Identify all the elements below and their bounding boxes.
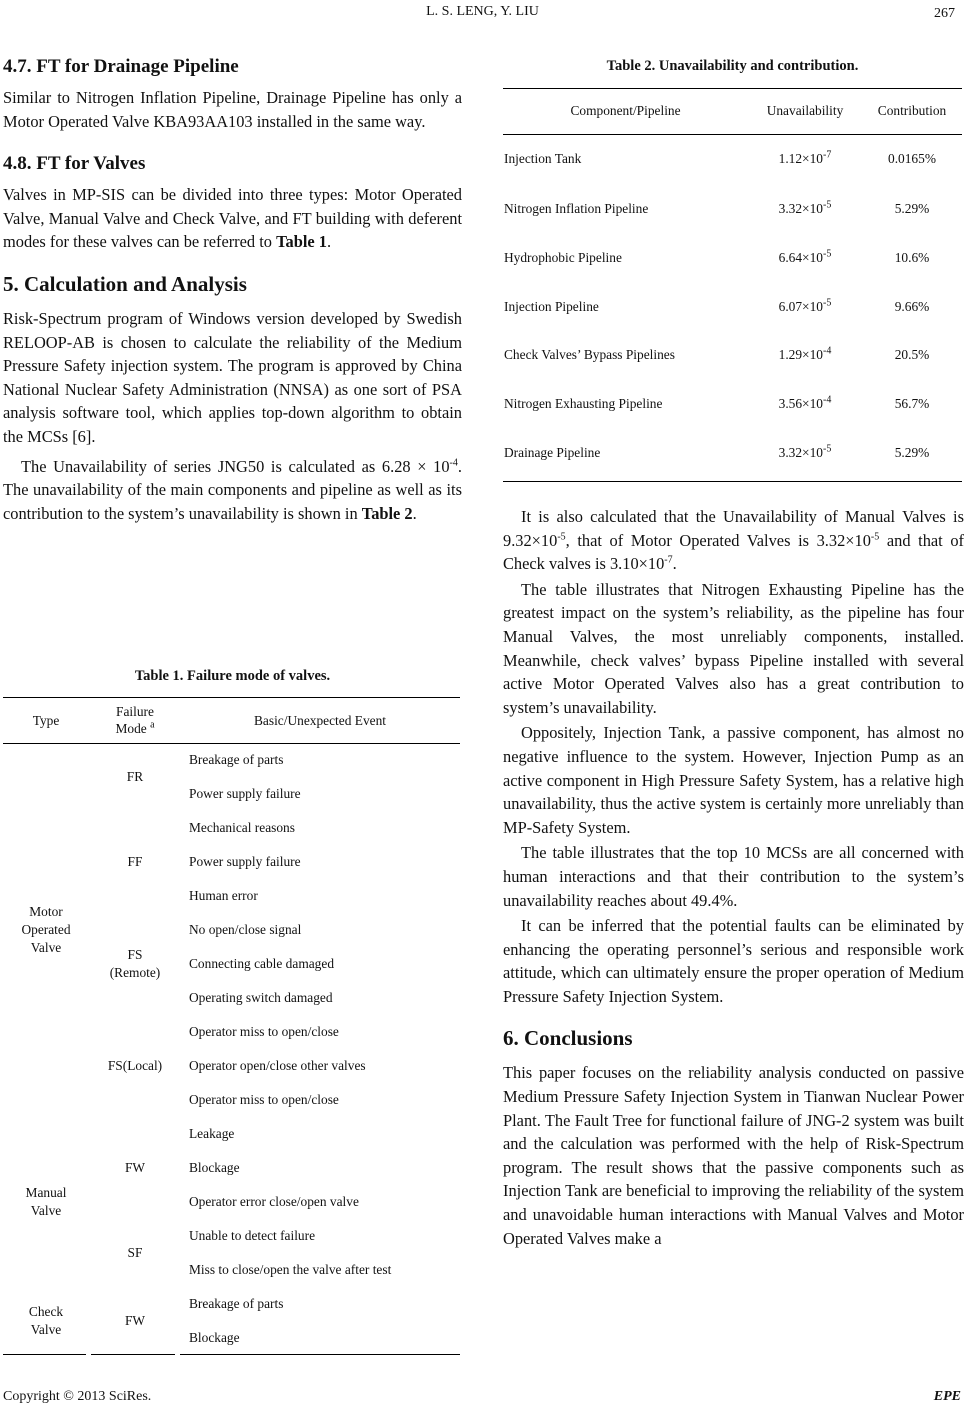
right-paragraph-2: The table illustrates that Nitrogen Exhausting Pipeline has the greatest impact on the system’s reliability, as the pipeline has four Manual Valves, the most unreliably components, installed. Meanwhile, check valves’ bypass Pipeline installed with several active Motor Operated Valves also has a great contribution to system’s unavailability. bbox=[503, 579, 964, 717]
table2-header: Unavailability bbox=[766, 103, 844, 118]
section-4-8-text: Valves in MP-SIS can be divided into three types: Motor Operated Valve, Manual Valve and Check Valve, and FT building with deferent modes for these valves can be referred to Table 1. bbox=[3, 185, 462, 252]
table1-type-cell: Motor Operated Valve bbox=[21, 904, 71, 955]
table2-row-unavailability: $3.32\times 10^{-5}$ bbox=[778, 199, 832, 216]
table2-header-rule bbox=[503, 134, 962, 135]
table2-row-name: Check Valves’ Bypass Pipelines bbox=[504, 347, 675, 362]
table1-event-cell: Operator miss to open/close bbox=[189, 1092, 339, 1107]
table1-event-cell: Operating switch damaged bbox=[189, 990, 333, 1005]
table2-row-unavailability: $3.32\times 10^{-5}$ bbox=[778, 443, 832, 460]
right-paragraph-4: The table illustrates that the top 10 MCSs are all concerned with human interactions and that their contribution to the system’s unavailability reaches about 49.4%. bbox=[503, 843, 964, 910]
table1-event-cell: No open/close signal bbox=[189, 922, 302, 937]
table1-event-cell: Connecting cable damaged bbox=[189, 956, 335, 971]
table1-mode-cell: FW bbox=[124, 1313, 146, 1328]
table2-row-contribution: 10.6% bbox=[894, 250, 930, 265]
table1-event-cell: Operator open/close other valves bbox=[189, 1058, 366, 1073]
right-paragraph-3: Oppositely, Injection Tank, a passive component, has almost no negative influence to the system. However, Injection Pump as an active component in High Pressure Safety System, has a relative high unavailability, thus the active system is certainly more unreliably than MP-Safety System. bbox=[503, 723, 964, 837]
table1-mode-cell: FR bbox=[126, 769, 144, 784]
table2-row-contribution: 5.29% bbox=[894, 201, 930, 216]
table2-bottom-rule bbox=[503, 481, 962, 482]
table1-event-cell: Blockage bbox=[189, 1160, 240, 1175]
table1-event-cell: Human error bbox=[189, 888, 258, 903]
table1-bottom-rule-1 bbox=[3, 1354, 86, 1355]
table2-row-contribution: 56.7% bbox=[894, 396, 930, 411]
table1-header-event: Basic/Unexpected Event bbox=[254, 713, 386, 728]
table1-ref: Table 1 bbox=[276, 232, 327, 252]
table2-row-unavailability: $1.12\times 10^{-7}$ bbox=[778, 149, 832, 166]
table1-event-cell: Unable to detect failure bbox=[189, 1228, 316, 1243]
table1-caption: Table 1. Failure mode of valves. bbox=[134, 668, 331, 684]
table1-header-type: Type bbox=[32, 713, 60, 728]
right-paragraph-5: It can be inferred that the potential faults can be eliminated by enhancing the operating personnel’s serious and responsible work attitude, which can ultimately ensure the proper operation of Medium Pressure Safety Injection System. bbox=[503, 916, 964, 1006]
table1-mode-cell: FW bbox=[124, 1160, 146, 1175]
table1-mode-cell: FS (Remote) bbox=[109, 947, 161, 980]
table1-type-cell: Check Valve bbox=[28, 1304, 64, 1337]
table2-row-name: Hydrophobic Pipeline bbox=[504, 250, 622, 265]
right-column bbox=[503, 505, 964, 1250]
table1-mode-cell: FS(Local) bbox=[107, 1058, 163, 1073]
section-4-7-text: Similar to Nitrogen Inflation Pipeline, Drainage Pipeline has only a Motor Operated Valve KBA93AA103 installed in the same way. bbox=[3, 88, 462, 131]
table2-header: Component/Pipeline bbox=[570, 103, 681, 118]
table1-event-cell: Breakage of parts bbox=[189, 752, 284, 767]
table2-row-contribution: 9.66% bbox=[894, 299, 930, 314]
right-paragraph-1: It is also calculated that the Unavailability of Manual Valves is $9.32\times 10^{-5}$, that of Motor Operated Valves is $3.32\times 10^{-5}$ and that of Check valves is $3.10\times 10^{-7}$. bbox=[503, 507, 964, 574]
table2-row-name: Injection Pipeline bbox=[504, 299, 599, 314]
table1-event-cell: Power supply failure bbox=[189, 854, 301, 869]
table2-header: Contribution bbox=[877, 103, 947, 118]
table2-row-name: Injection Tank bbox=[504, 151, 582, 166]
section-6-heading: 6. Conclusions bbox=[503, 1026, 633, 1051]
table2-row-unavailability: $6.64\times 10^{-5}$ bbox=[778, 248, 832, 265]
table2-caption: Table 2. Unavailability and contribution. bbox=[606, 58, 859, 74]
section-5-paragraph-2: The Unavailability of series JNG50 is calculated as $6.28 \times 10^{-4}$. The unavailability of the main components and pipeline as well as its contribution to the system’s unavailability is shown in Table 2. bbox=[3, 456, 462, 523]
table2-top-rule bbox=[503, 88, 962, 89]
table1-event-cell: Operator error close/open valve bbox=[189, 1194, 359, 1209]
table1-mode-cell: FF bbox=[127, 854, 143, 869]
table2-row-name: Nitrogen Inflation Pipeline bbox=[504, 201, 649, 216]
table1-top-rule bbox=[3, 697, 460, 698]
table2-row-unavailability: $3.56\times 10^{-4}$ bbox=[778, 394, 832, 411]
table2-row-unavailability: $1.29\times 10^{-4}$ bbox=[778, 345, 832, 362]
table1-header-mode: Failure Mode $^a$ bbox=[115, 704, 155, 736]
table2-row-contribution: 0.0165% bbox=[888, 151, 936, 166]
section-4-7-heading: 4.7. FT for Drainage Pipeline bbox=[3, 56, 239, 77]
table1-event-cell: Miss to close/open the valve after test bbox=[189, 1262, 392, 1277]
table2-row-contribution: 5.29% bbox=[894, 445, 930, 460]
page-number: 267 bbox=[934, 6, 955, 21]
table1-event-cell: Leakage bbox=[189, 1126, 235, 1141]
table1-mode-cell: SF bbox=[127, 1245, 143, 1260]
table2-row-unavailability: $6.07\times 10^{-5}$ bbox=[778, 297, 832, 314]
table1-event-cell: Blockage bbox=[189, 1330, 240, 1345]
table2-row-name: Nitrogen Exhausting Pipeline bbox=[504, 396, 663, 411]
table1-event-cell: Mechanical reasons bbox=[189, 820, 295, 835]
left-column bbox=[3, 56, 462, 525]
footer-journal: EPE bbox=[933, 1389, 961, 1404]
table1-header-rule bbox=[3, 743, 460, 744]
running-header: L. S. LENG, Y. LIU bbox=[426, 4, 539, 19]
table2-row-name: Drainage Pipeline bbox=[504, 445, 601, 460]
table1-event-cell: Breakage of parts bbox=[189, 1296, 284, 1311]
table1-bottom-rule-2 bbox=[91, 1354, 175, 1355]
section-5-paragraph-1: Risk-Spectrum program of Windows version developed by Swedish RELOOP-AB is chosen to calculate the reliability of the Medium Pressure Safety injection system. The program is approved by China National Nuclear Safety Administration (NNSA) as one sort of PSA analysis software tool, which applies top-down algorithm to obtain the MCSs [6]. bbox=[3, 308, 462, 446]
table1-event-cell: Power supply failure bbox=[189, 786, 301, 801]
table2-row-contribution: 20.5% bbox=[894, 347, 930, 362]
section-4-8-heading: 4.8. FT for Valves bbox=[3, 153, 146, 175]
section-5-heading: 5. Calculation and Analysis bbox=[3, 271, 247, 296]
table1-event-cell: Operator miss to open/close bbox=[189, 1024, 339, 1039]
table2-ref: Table 2 bbox=[361, 503, 413, 523]
table1-bottom-rule-3 bbox=[180, 1354, 460, 1355]
footer-copyright: Copyright © 2013 SciRes. bbox=[3, 1389, 152, 1404]
section-6-text: This paper focuses on the reliability analysis conducted on passive Medium Pressure Safety Injection System in Tianwan Nuclear Power Plant. The Fault Tree for functional failure of JNG-2 system was built and the calculation was performed with the help of Risk-Spectrum program. The result shows that the passive components such as Injection Tank are beneficial to improving the reliability of the system and unavoidable human interactions with Manual Valves and Motor Operated Valves make a bbox=[503, 1063, 964, 1248]
table1-type-cell: Manual Valve bbox=[25, 1185, 67, 1218]
